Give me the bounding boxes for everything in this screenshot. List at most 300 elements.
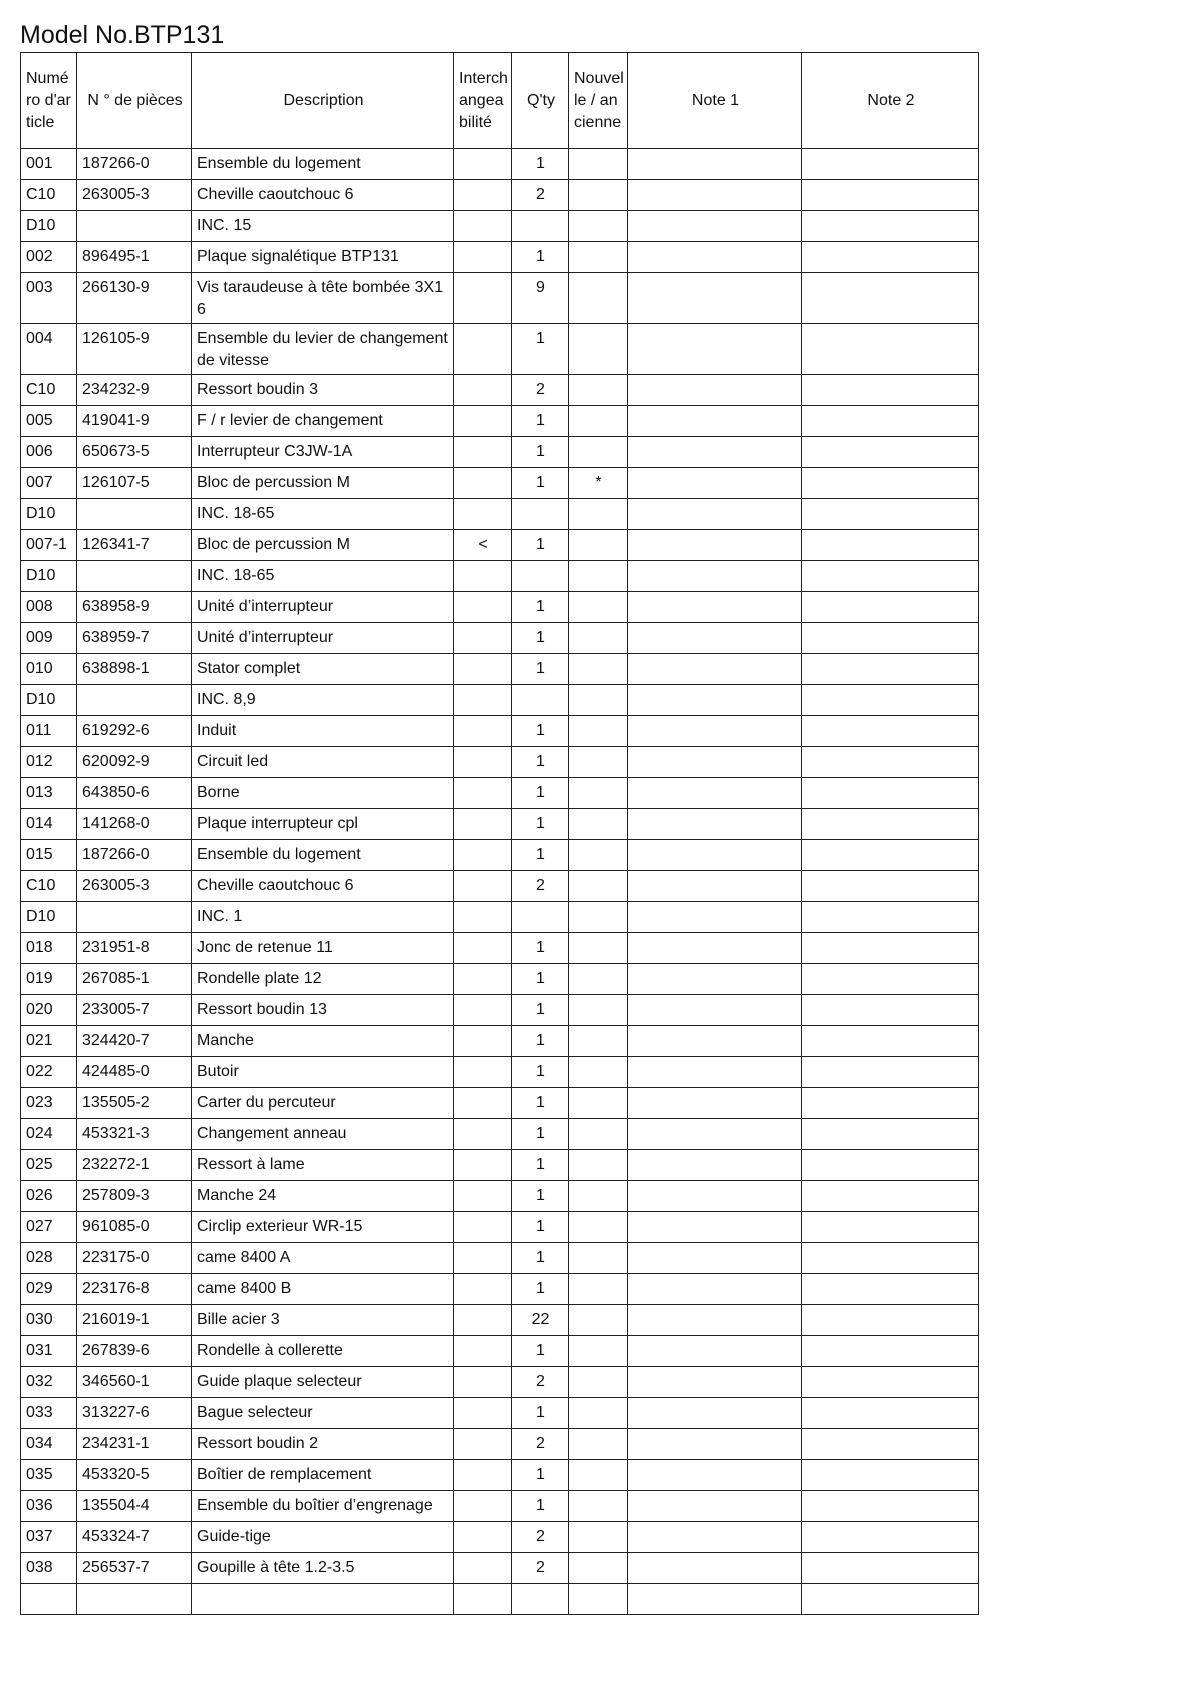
interchangeability-cell xyxy=(454,561,512,592)
description-cell: Bille acier 3 xyxy=(192,1305,454,1336)
note-2-cell xyxy=(802,1212,979,1243)
description-cell: Cheville caoutchouc 6 xyxy=(192,871,454,902)
note-1-cell xyxy=(628,1243,802,1274)
note-1-cell xyxy=(628,871,802,902)
table-row xyxy=(21,437,979,468)
table-row xyxy=(21,778,979,809)
interchangeability-cell xyxy=(454,1243,512,1274)
description-cell: Ressort boudin 13 xyxy=(192,995,454,1026)
item-number-cell: 013 xyxy=(21,778,77,809)
quantity-cell: 1 xyxy=(512,623,569,654)
item-number-cell: C10 xyxy=(21,180,77,211)
interchangeability-cell xyxy=(454,685,512,716)
note-1-cell xyxy=(628,561,802,592)
item-number-cell: C10 xyxy=(21,375,77,406)
interchangeability-cell xyxy=(454,242,512,273)
interchangeability-cell xyxy=(454,1119,512,1150)
new-old-cell xyxy=(569,1491,628,1522)
note-2-cell xyxy=(802,1274,979,1305)
part-number-cell: 263005-3 xyxy=(77,180,192,211)
note-1-cell xyxy=(628,180,802,211)
description-cell: INC. 15 xyxy=(192,211,454,242)
interchangeability-cell xyxy=(454,1274,512,1305)
part-number-cell xyxy=(77,561,192,592)
table-row xyxy=(21,1274,979,1305)
quantity-cell: 2 xyxy=(512,871,569,902)
quantity-cell xyxy=(512,685,569,716)
part-number-cell: 650673-5 xyxy=(77,437,192,468)
quantity-cell: 1 xyxy=(512,1119,569,1150)
part-number-cell: 346560-1 xyxy=(77,1367,192,1398)
part-number-cell: 141268-0 xyxy=(77,809,192,840)
interchangeability-cell xyxy=(454,964,512,995)
note-2-cell xyxy=(802,468,979,499)
item-number-cell: 008 xyxy=(21,592,77,623)
note-2-cell xyxy=(802,1522,979,1553)
column-header-quantity: Q'ty xyxy=(512,53,569,149)
note-2-cell xyxy=(802,840,979,871)
note-1-cell xyxy=(628,685,802,716)
note-2-cell xyxy=(802,1181,979,1212)
quantity-cell: 1 xyxy=(512,1181,569,1212)
item-number-cell: D10 xyxy=(21,685,77,716)
quantity-cell: 1 xyxy=(512,747,569,778)
description-cell: Bloc de percussion M xyxy=(192,468,454,499)
table-header-row xyxy=(21,53,979,149)
item-number-cell: 001 xyxy=(21,149,77,180)
part-number-cell xyxy=(77,211,192,242)
new-old-cell xyxy=(569,211,628,242)
interchangeability-cell xyxy=(454,592,512,623)
quantity-cell: 1 xyxy=(512,406,569,437)
table-row xyxy=(21,592,979,623)
description-cell: Changement anneau xyxy=(192,1119,454,1150)
quantity-cell: 1 xyxy=(512,530,569,561)
item-number-cell: D10 xyxy=(21,499,77,530)
note-2-cell xyxy=(802,1057,979,1088)
note-1-cell xyxy=(628,778,802,809)
part-number-cell: 216019-1 xyxy=(77,1305,192,1336)
description-cell: Ensemble du boîtier d’engrenage xyxy=(192,1491,454,1522)
interchangeability-cell xyxy=(454,180,512,211)
quantity-cell: 1 xyxy=(512,324,569,375)
quantity-cell: 1 xyxy=(512,1212,569,1243)
note-1-cell xyxy=(628,1522,802,1553)
note-2-cell xyxy=(802,1305,979,1336)
interchangeability-cell xyxy=(454,778,512,809)
interchangeability-cell xyxy=(454,654,512,685)
table-row xyxy=(21,211,979,242)
note-1-cell xyxy=(628,933,802,964)
part-number-cell xyxy=(77,902,192,933)
part-number-cell: 135505-2 xyxy=(77,1088,192,1119)
quantity-cell: 1 xyxy=(512,1491,569,1522)
interchangeability-cell xyxy=(454,1336,512,1367)
item-number-cell: 019 xyxy=(21,964,77,995)
note-2-cell xyxy=(802,406,979,437)
quantity-cell: 1 xyxy=(512,592,569,623)
quantity-cell: 1 xyxy=(512,964,569,995)
note-1-cell xyxy=(628,964,802,995)
item-number-cell: 020 xyxy=(21,995,77,1026)
note-2-cell xyxy=(802,809,979,840)
part-number-cell: 266130-9 xyxy=(77,273,192,324)
note-2-cell xyxy=(802,1553,979,1584)
note-2-cell xyxy=(802,964,979,995)
description-cell: Plaque signalétique BTP131 xyxy=(192,242,454,273)
new-old-cell xyxy=(569,149,628,180)
parts-table xyxy=(20,52,979,1615)
note-1-cell xyxy=(628,375,802,406)
note-1-cell xyxy=(628,1305,802,1336)
note-1-cell xyxy=(628,1212,802,1243)
table-row xyxy=(21,902,979,933)
quantity-cell: 2 xyxy=(512,1367,569,1398)
item-number-cell: 037 xyxy=(21,1522,77,1553)
item-number-cell: 029 xyxy=(21,1274,77,1305)
interchangeability-cell xyxy=(454,933,512,964)
new-old-cell xyxy=(569,1305,628,1336)
column-header-note-1: Note 1 xyxy=(628,53,802,149)
description-cell: came 8400 A xyxy=(192,1243,454,1274)
description-cell: Circlip exterieur WR-15 xyxy=(192,1212,454,1243)
note-2-cell xyxy=(802,1150,979,1181)
description-cell: Ressort boudin 2 xyxy=(192,1429,454,1460)
item-number-cell: 007-1 xyxy=(21,530,77,561)
quantity-cell xyxy=(512,902,569,933)
description-cell: Circuit led xyxy=(192,747,454,778)
table-row xyxy=(21,1305,979,1336)
interchangeability-cell xyxy=(454,499,512,530)
item-number-cell: 038 xyxy=(21,1553,77,1584)
note-1-cell xyxy=(628,592,802,623)
new-old-cell xyxy=(569,561,628,592)
note-2-cell xyxy=(802,902,979,933)
empty-cell xyxy=(192,1584,454,1615)
description-cell: Bague selecteur xyxy=(192,1398,454,1429)
quantity-cell xyxy=(512,499,569,530)
part-number-cell xyxy=(77,685,192,716)
note-2-cell xyxy=(802,1429,979,1460)
description-cell: Bloc de percussion M xyxy=(192,530,454,561)
note-2-cell xyxy=(802,1398,979,1429)
item-number-cell: 031 xyxy=(21,1336,77,1367)
table-row xyxy=(21,1553,979,1584)
new-old-cell xyxy=(569,592,628,623)
quantity-cell: 2 xyxy=(512,180,569,211)
new-old-cell xyxy=(569,1057,628,1088)
description-cell: Butoir xyxy=(192,1057,454,1088)
item-number-cell: 003 xyxy=(21,273,77,324)
description-cell: Borne xyxy=(192,778,454,809)
note-1-cell xyxy=(628,995,802,1026)
quantity-cell: 1 xyxy=(512,242,569,273)
part-number-cell: 257809-3 xyxy=(77,1181,192,1212)
description-cell: Rondelle plate 12 xyxy=(192,964,454,995)
quantity-cell: 1 xyxy=(512,1460,569,1491)
note-1-cell xyxy=(628,747,802,778)
note-1-cell xyxy=(628,406,802,437)
item-number-cell: D10 xyxy=(21,561,77,592)
description-cell: Vis taraudeuse à tête bombée 3X16 xyxy=(192,273,454,324)
new-old-cell xyxy=(569,1398,628,1429)
part-number-cell: 126105-9 xyxy=(77,324,192,375)
note-1-cell xyxy=(628,211,802,242)
note-1-cell xyxy=(628,1553,802,1584)
new-old-cell xyxy=(569,324,628,375)
table-row xyxy=(21,623,979,654)
new-old-cell xyxy=(569,778,628,809)
table-row xyxy=(21,1460,979,1491)
note-1-cell xyxy=(628,1119,802,1150)
quantity-cell: 2 xyxy=(512,1522,569,1553)
description-cell: Cheville caoutchouc 6 xyxy=(192,180,454,211)
quantity-cell: 22 xyxy=(512,1305,569,1336)
column-header-part-number: N ° de pièces xyxy=(77,53,192,149)
note-2-cell xyxy=(802,685,979,716)
interchangeability-cell xyxy=(454,1212,512,1243)
note-1-cell xyxy=(628,1150,802,1181)
quantity-cell: 1 xyxy=(512,1088,569,1119)
table-row xyxy=(21,324,979,375)
note-1-cell xyxy=(628,530,802,561)
description-cell: Ressort boudin 3 xyxy=(192,375,454,406)
note-1-cell xyxy=(628,809,802,840)
part-number-cell: 234232-9 xyxy=(77,375,192,406)
note-1-cell xyxy=(628,1026,802,1057)
description-cell: Interrupteur C3JW-1A xyxy=(192,437,454,468)
part-number-cell: 453321-3 xyxy=(77,1119,192,1150)
note-2-cell xyxy=(802,995,979,1026)
table-row xyxy=(21,1088,979,1119)
note-1-cell xyxy=(628,1491,802,1522)
interchangeability-cell xyxy=(454,149,512,180)
quantity-cell: 1 xyxy=(512,840,569,871)
table-row xyxy=(21,1212,979,1243)
interchangeability-cell xyxy=(454,747,512,778)
part-number-cell: 233005-7 xyxy=(77,995,192,1026)
column-header-note-2: Note 2 xyxy=(802,53,979,149)
new-old-cell xyxy=(569,840,628,871)
description-cell: Unité d’interrupteur xyxy=(192,592,454,623)
description-cell: F / r levier de changement xyxy=(192,406,454,437)
description-cell: INC. 8,9 xyxy=(192,685,454,716)
table-row xyxy=(21,499,979,530)
table-row xyxy=(21,809,979,840)
item-number-cell: 015 xyxy=(21,840,77,871)
interchangeability-cell xyxy=(454,716,512,747)
description-cell: came 8400 B xyxy=(192,1274,454,1305)
table-row xyxy=(21,1057,979,1088)
interchangeability-cell xyxy=(454,809,512,840)
part-number-cell: 961085-0 xyxy=(77,1212,192,1243)
quantity-cell: 1 xyxy=(512,933,569,964)
new-old-cell xyxy=(569,1150,628,1181)
interchangeability-cell xyxy=(454,1057,512,1088)
note-1-cell xyxy=(628,623,802,654)
part-number-cell: 187266-0 xyxy=(77,840,192,871)
item-number-cell: D10 xyxy=(21,902,77,933)
item-number-cell: 024 xyxy=(21,1119,77,1150)
new-old-cell xyxy=(569,747,628,778)
quantity-cell: 1 xyxy=(512,1057,569,1088)
interchangeability-cell xyxy=(454,468,512,499)
interchangeability-cell xyxy=(454,1522,512,1553)
item-number-cell: 011 xyxy=(21,716,77,747)
column-header-description: Description xyxy=(192,53,454,149)
quantity-cell: 1 xyxy=(512,1336,569,1367)
note-1-cell xyxy=(628,149,802,180)
part-number-cell: 231951-8 xyxy=(77,933,192,964)
item-number-cell: 026 xyxy=(21,1181,77,1212)
new-old-cell xyxy=(569,1274,628,1305)
note-1-cell xyxy=(628,273,802,324)
description-cell: Plaque interrupteur cpl xyxy=(192,809,454,840)
note-1-cell xyxy=(628,324,802,375)
part-number-cell: 620092-9 xyxy=(77,747,192,778)
note-2-cell xyxy=(802,592,979,623)
table-row xyxy=(21,933,979,964)
table-row xyxy=(21,995,979,1026)
item-number-cell: 018 xyxy=(21,933,77,964)
new-old-cell xyxy=(569,685,628,716)
description-cell: Ensemble du logement xyxy=(192,149,454,180)
description-cell: Rondelle à collerette xyxy=(192,1336,454,1367)
description-cell: Manche xyxy=(192,1026,454,1057)
description-cell: Guide plaque selecteur xyxy=(192,1367,454,1398)
description-cell: Manche 24 xyxy=(192,1181,454,1212)
interchangeability-cell xyxy=(454,995,512,1026)
interchangeability-cell xyxy=(454,211,512,242)
part-number-cell: 643850-6 xyxy=(77,778,192,809)
item-number-cell: 027 xyxy=(21,1212,77,1243)
item-number-cell: 025 xyxy=(21,1150,77,1181)
note-2-cell xyxy=(802,778,979,809)
note-2-cell xyxy=(802,747,979,778)
interchangeability-cell xyxy=(454,273,512,324)
new-old-cell xyxy=(569,1088,628,1119)
new-old-cell xyxy=(569,1243,628,1274)
item-number-cell: 022 xyxy=(21,1057,77,1088)
table-row xyxy=(21,964,979,995)
new-old-cell xyxy=(569,375,628,406)
note-2-cell xyxy=(802,1088,979,1119)
quantity-cell: 1 xyxy=(512,1150,569,1181)
item-number-cell: D10 xyxy=(21,211,77,242)
empty-cell xyxy=(802,1584,979,1615)
empty-cell xyxy=(628,1584,802,1615)
part-number-cell: 267085-1 xyxy=(77,964,192,995)
part-number-cell: 453320-5 xyxy=(77,1460,192,1491)
table-row xyxy=(21,871,979,902)
note-2-cell xyxy=(802,324,979,375)
new-old-cell xyxy=(569,716,628,747)
table-row xyxy=(21,1181,979,1212)
note-2-cell xyxy=(802,1491,979,1522)
item-number-cell: 036 xyxy=(21,1491,77,1522)
part-number-cell: 126341-7 xyxy=(77,530,192,561)
description-cell: Ensemble du levier de changement de vitesse xyxy=(192,324,454,375)
table-row xyxy=(21,406,979,437)
part-number-cell: 619292-6 xyxy=(77,716,192,747)
column-header-item: Numéro d'article xyxy=(21,53,77,149)
part-number-cell: 263005-3 xyxy=(77,871,192,902)
interchangeability-cell xyxy=(454,902,512,933)
new-old-cell xyxy=(569,1181,628,1212)
description-cell: Jonc de retenue 11 xyxy=(192,933,454,964)
item-number-cell: C10 xyxy=(21,871,77,902)
new-old-cell xyxy=(569,1119,628,1150)
table-row xyxy=(21,1150,979,1181)
new-old-cell xyxy=(569,273,628,324)
part-number-cell: 896495-1 xyxy=(77,242,192,273)
quantity-cell: 1 xyxy=(512,1026,569,1057)
new-old-cell xyxy=(569,1212,628,1243)
note-1-cell xyxy=(628,1181,802,1212)
table-row xyxy=(21,840,979,871)
table-row xyxy=(21,747,979,778)
note-1-cell xyxy=(628,468,802,499)
interchangeability-cell xyxy=(454,871,512,902)
item-number-cell: 021 xyxy=(21,1026,77,1057)
description-cell: Guide-tige xyxy=(192,1522,454,1553)
quantity-cell: 1 xyxy=(512,1398,569,1429)
quantity-cell: 1 xyxy=(512,468,569,499)
part-number-cell: 187266-0 xyxy=(77,149,192,180)
note-2-cell xyxy=(802,1119,979,1150)
quantity-cell xyxy=(512,211,569,242)
empty-cell xyxy=(454,1584,512,1615)
parts-table-body xyxy=(21,149,979,1615)
note-1-cell xyxy=(628,716,802,747)
part-number-cell: 419041-9 xyxy=(77,406,192,437)
note-1-cell xyxy=(628,1336,802,1367)
new-old-cell xyxy=(569,1460,628,1491)
interchangeability-cell xyxy=(454,406,512,437)
column-header-new-old: Nouvelle / ancienne xyxy=(569,53,628,149)
interchangeability-cell xyxy=(454,1460,512,1491)
part-number-cell: 126107-5 xyxy=(77,468,192,499)
new-old-cell xyxy=(569,242,628,273)
interchangeability-cell xyxy=(454,375,512,406)
new-old-cell xyxy=(569,499,628,530)
new-old-cell xyxy=(569,437,628,468)
item-number-cell: 007 xyxy=(21,468,77,499)
description-cell: Stator complet xyxy=(192,654,454,685)
new-old-cell xyxy=(569,1553,628,1584)
quantity-cell: 1 xyxy=(512,778,569,809)
interchangeability-cell xyxy=(454,324,512,375)
table-row xyxy=(21,1336,979,1367)
note-2-cell xyxy=(802,933,979,964)
table-row xyxy=(21,1491,979,1522)
description-cell: Carter du percuteur xyxy=(192,1088,454,1119)
part-number-cell: 324420-7 xyxy=(77,1026,192,1057)
note-1-cell xyxy=(628,437,802,468)
item-number-cell: 006 xyxy=(21,437,77,468)
item-number-cell: 028 xyxy=(21,1243,77,1274)
item-number-cell: 012 xyxy=(21,747,77,778)
interchangeability-cell xyxy=(454,1398,512,1429)
part-number-cell: 453324-7 xyxy=(77,1522,192,1553)
quantity-cell: 1 xyxy=(512,716,569,747)
new-old-cell xyxy=(569,1336,628,1367)
item-number-cell: 035 xyxy=(21,1460,77,1491)
interchangeability-cell xyxy=(454,1367,512,1398)
note-1-cell xyxy=(628,1057,802,1088)
part-number-cell: 638898-1 xyxy=(77,654,192,685)
interchangeability-cell xyxy=(454,1088,512,1119)
